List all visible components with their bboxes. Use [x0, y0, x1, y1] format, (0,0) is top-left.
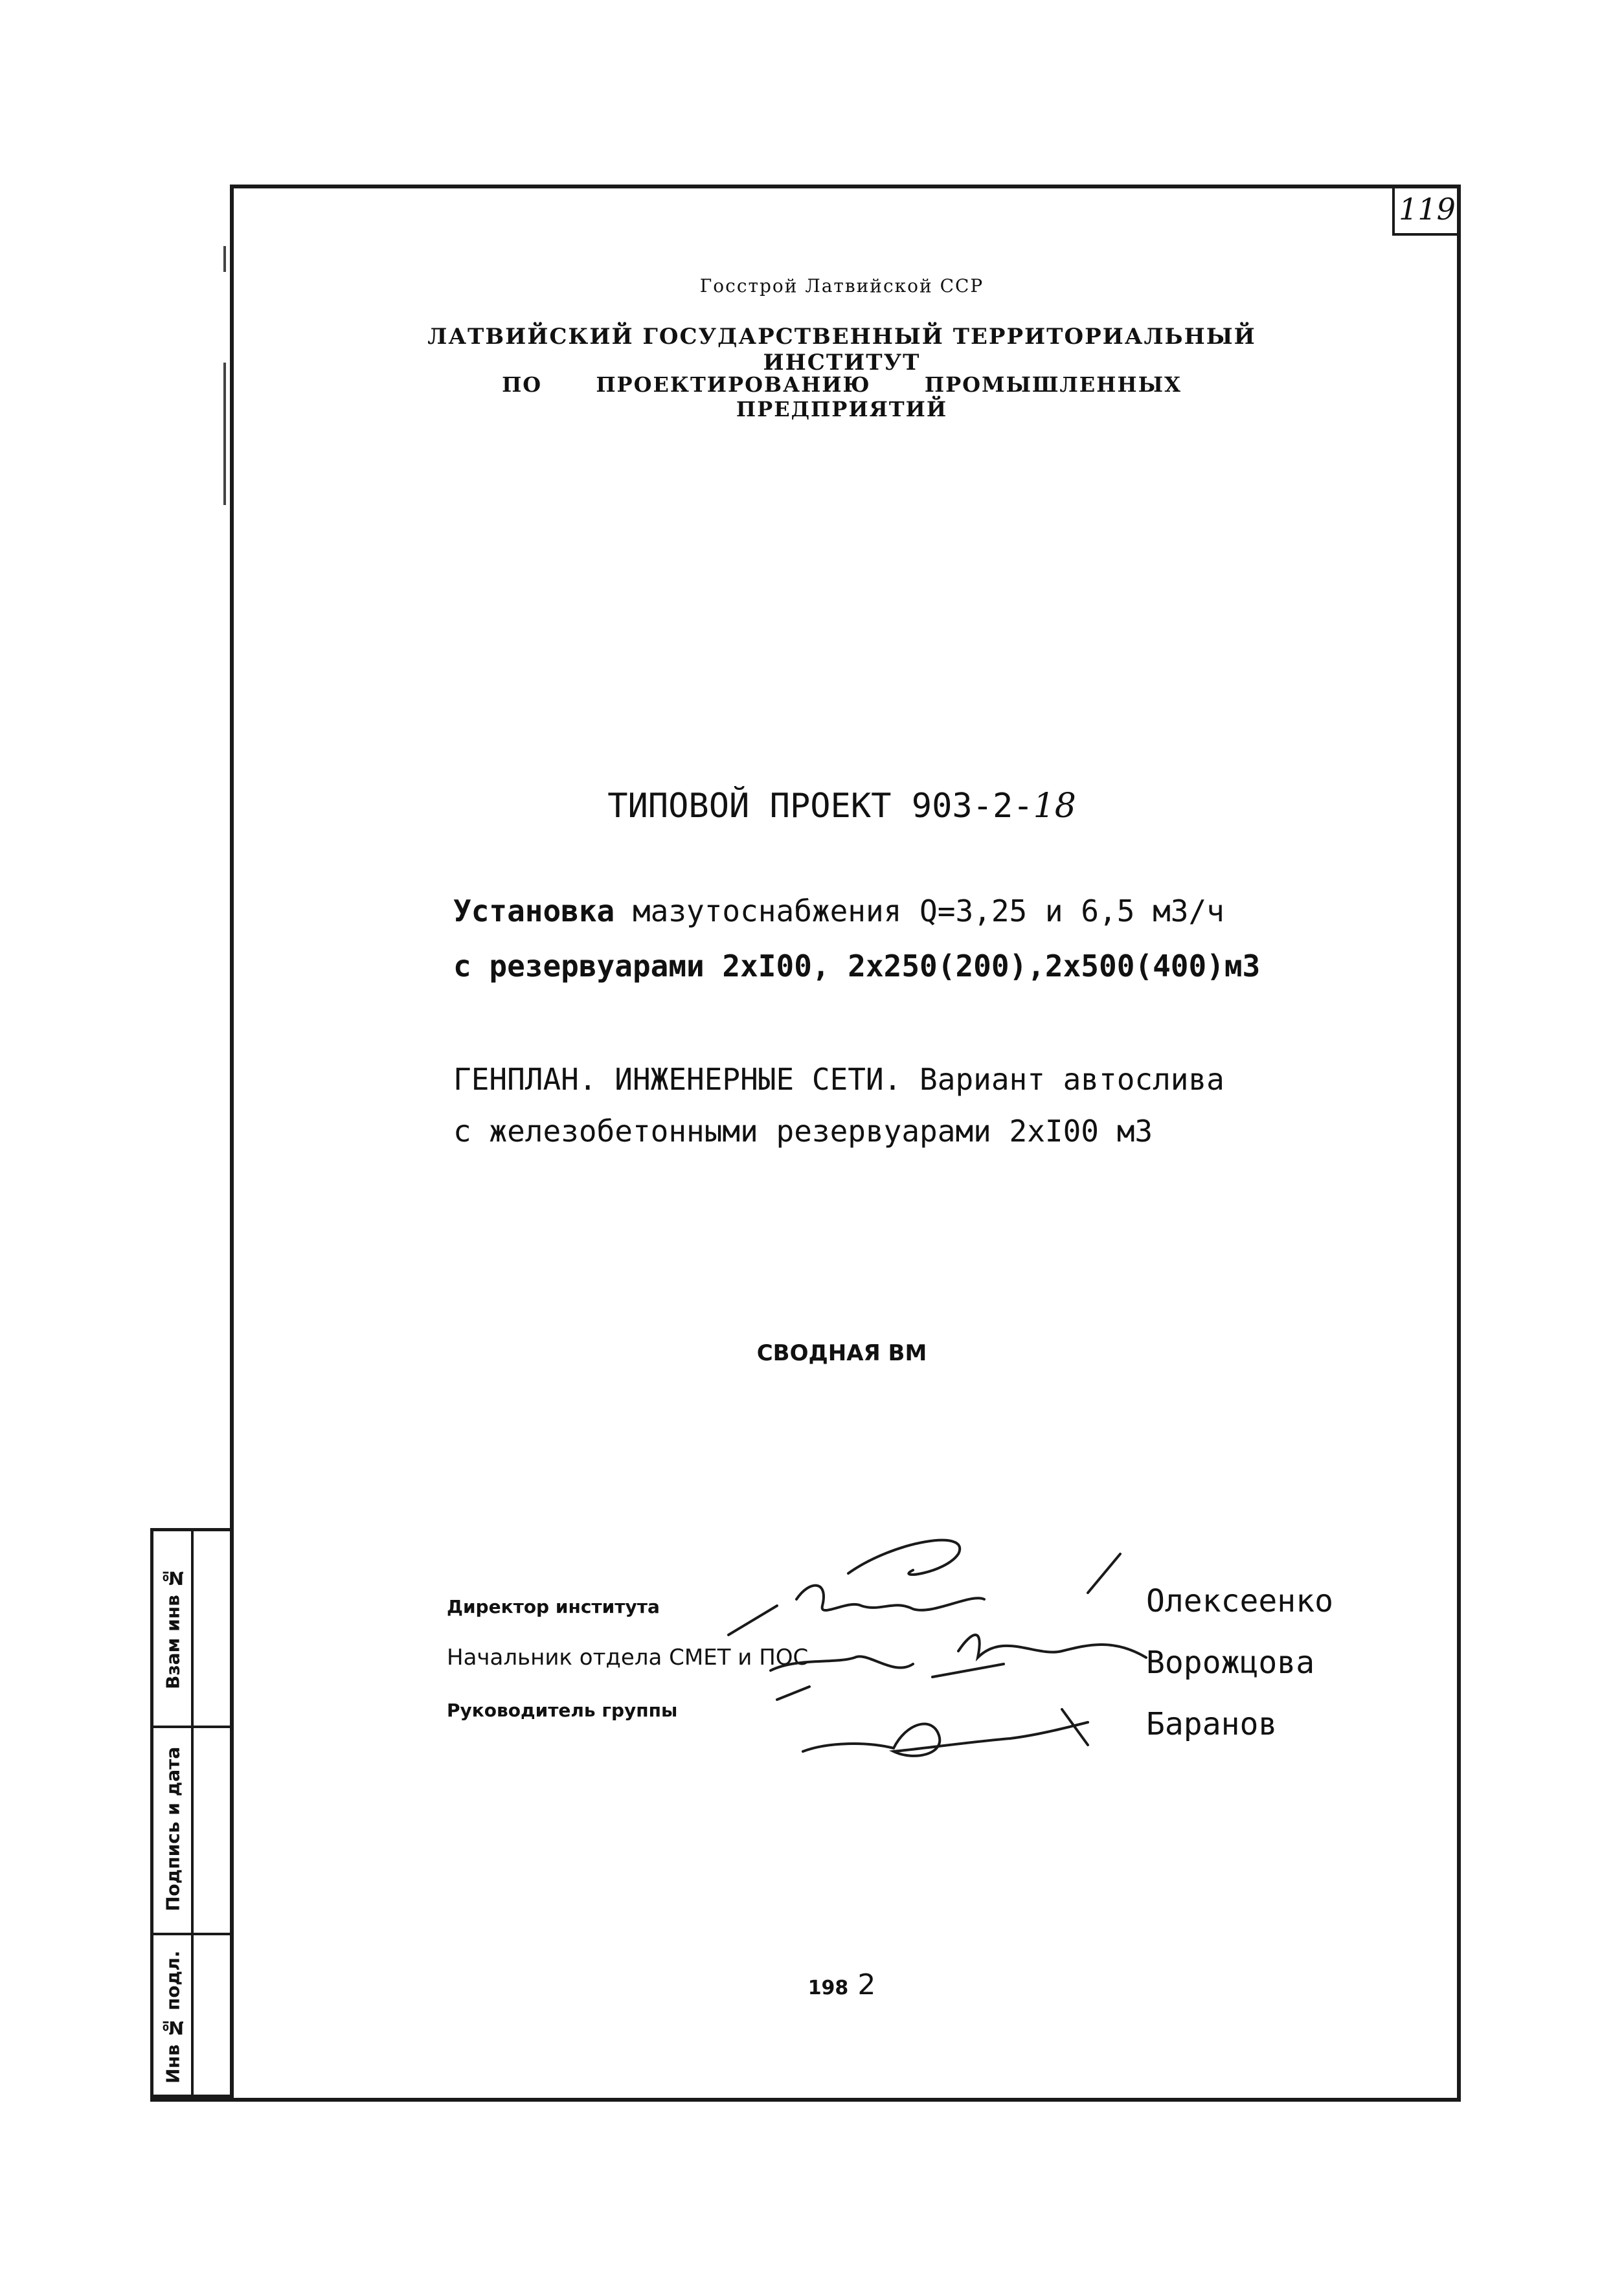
signatory-name-department-head: Ворожцова	[1146, 1645, 1315, 1681]
stamp-column-divider	[191, 1531, 194, 2095]
side-stamp	[150, 1528, 230, 2098]
year-prefix: 198	[807, 1977, 849, 1999]
document-year	[745, 1968, 939, 2001]
stamp-field-original-inv: Инв № подл.	[162, 1950, 184, 2084]
stamp-field-replacement-inv: Взам инв №	[162, 1567, 184, 1690]
frame-right-border	[1457, 185, 1461, 2101]
scan-artifact	[223, 363, 226, 505]
page-number: 119	[1392, 185, 1460, 236]
frame-top-border	[230, 185, 1460, 188]
signatory-role-department-head: Начальник отдела СМЕТ и ПОС	[447, 1645, 809, 1670]
signatory-name-group-lead: Баранов	[1146, 1706, 1278, 1742]
year-suffix: 2	[857, 1968, 876, 2001]
signatory-role-group-lead: Руководитель группы	[447, 1700, 678, 1721]
project-section-line-1: ГЕНПЛАН. ИНЖЕНЕРНЫЕ СЕТИ. Вариант автослива	[453, 1062, 1224, 1097]
frame-bottom-border	[150, 2098, 1461, 2102]
stamp-row-divider	[153, 1726, 230, 1728]
ministry-name: Госстрой Латвийской ССР	[699, 275, 984, 297]
handwritten-signatures	[699, 1502, 1153, 1774]
scan-artifact	[223, 246, 226, 272]
project-title	[453, 787, 1230, 826]
institute-name-line-1: ЛАТВИЙСКИЙ ГОСУДАРСТВЕННЫЙ ТЕРРИТОРИАЛЬНЫЙ ИНСТИТУТ	[427, 324, 1256, 376]
project-title-number: 18	[1033, 787, 1076, 826]
frame-left-border	[230, 185, 234, 2101]
project-description-line-1	[453, 894, 1295, 928]
summary-label: СВОДНАЯ ВМ	[756, 1340, 927, 1366]
institute-name-line-2: ПО ПРОЕКТИРОВАНИЮ ПРОМЫШЛЕННЫХ ПРЕДПРИЯТИЙ	[502, 372, 1182, 422]
project-description-bold: Установка	[453, 894, 615, 928]
signatory-name-director: Олексеенко	[1146, 1583, 1333, 1619]
project-title-prefix: ТИПОВОЙ ПРОЕКТ 903-2-	[607, 787, 1033, 826]
stamp-field-signature-date: Подпись и дата	[162, 1746, 184, 1912]
project-description-rest: мазутоснабжения Q=3,25 и 6,5 м3/ч	[615, 894, 1224, 928]
stamp-row-divider	[153, 1933, 230, 1935]
signatory-role-director: Директор института	[447, 1596, 660, 1617]
project-description-line-2: с резервуарами 2хI00, 2х250(200),2х500(400)м3	[453, 949, 1261, 984]
project-section-line-2: с железобетонными резервуарами 2хI00 м3	[453, 1114, 1153, 1149]
